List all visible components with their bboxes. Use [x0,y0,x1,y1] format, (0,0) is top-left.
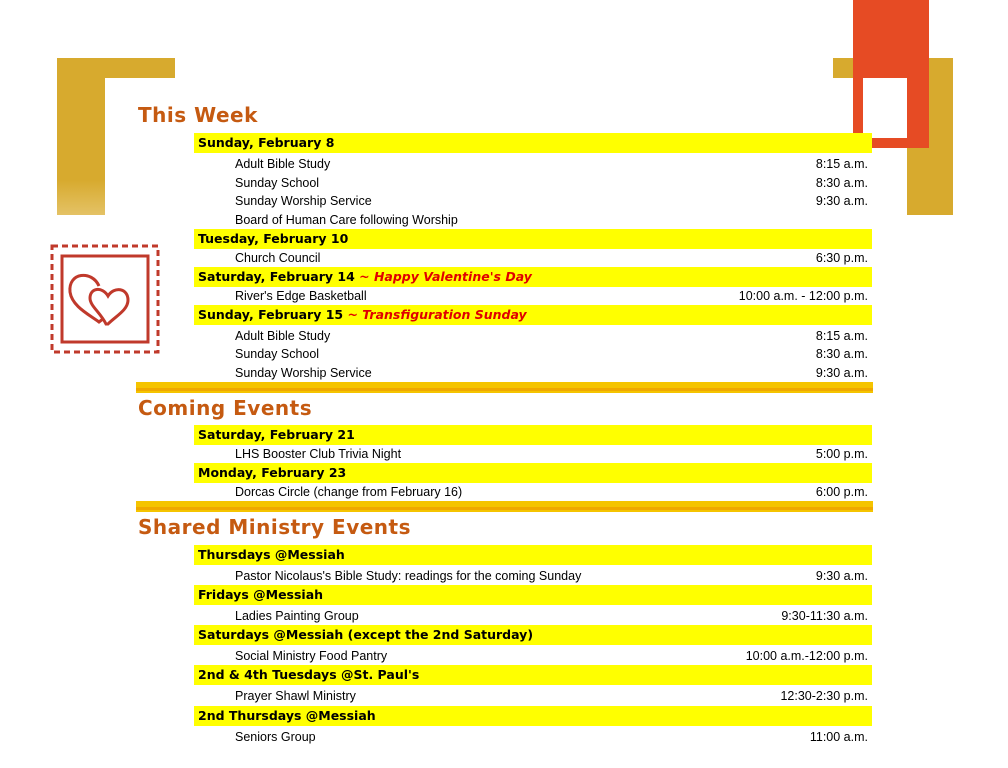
list-item: LHS Booster Club Trivia Night 5:00 p.m. [235,447,868,461]
day-header: Fridays @Messiah [194,585,872,605]
list-item: Sunday School 8:30 a.m. [235,176,868,190]
day-header: Tuesday, February 10 [194,229,872,249]
day-header: Monday, February 23 [194,463,872,483]
list-item: Dorcas Circle (change from February 16) 6:00 p.m. [235,485,868,499]
section-title-this-week: This Week [138,103,258,127]
list-item: River's Edge Basketball 10:00 a.m. - 12:00 p.m. [235,289,868,303]
list-item: Adult Bible Study 8:15 a.m. [235,157,868,171]
list-item: Church Council 6:30 p.m. [235,251,868,265]
day-header: Saturday, February 14 ~ Happy Valentine's Day [194,267,872,287]
section-title-coming-events: Coming Events [138,396,313,420]
list-item: Seniors Group 11:00 a.m. [235,730,868,744]
white-cutout [863,78,907,138]
list-item: Ladies Painting Group 9:30-11:30 a.m. [235,609,868,623]
list-item: Board of Human Care following Worship [235,213,458,227]
list-item: Social Ministry Food Pantry 10:00 a.m.-12:00 p.m. [235,649,868,663]
list-item: Prayer Shawl Ministry 12:30-2:30 p.m. [235,689,868,703]
day-header: Thursdays @Messiah [194,545,872,565]
day-header: Sunday, February 8 [194,133,872,153]
day-header: 2nd & 4th Tuesdays @St. Paul's [194,665,872,685]
list-item: Pastor Nicolaus's Bible Study: readings for the coming Sunday 9:30 a.m. [235,569,868,583]
day-header: Saturday, February 21 [194,425,872,445]
list-item: Sunday School 8:30 a.m. [235,347,868,361]
list-item: Sunday Worship Service 9:30 a.m. [235,366,868,380]
list-item: Adult Bible Study 8:15 a.m. [235,329,868,343]
section-divider-line [136,507,873,510]
day-header: Saturdays @Messiah (except the 2nd Saturday) [194,625,872,645]
section-divider-line [136,388,873,391]
heart-stamp-icon [44,238,166,360]
section-title-shared-ministry: Shared Ministry Events [138,515,411,539]
gold-bracket-left-top [57,58,175,78]
day-header: 2nd Thursdays @Messiah [194,706,872,726]
gold-bracket-left-fade [57,180,105,215]
day-header: Sunday, February 15 ~ Transfiguration Sunday [194,305,872,325]
list-item: Sunday Worship Service 9:30 a.m. [235,194,868,208]
